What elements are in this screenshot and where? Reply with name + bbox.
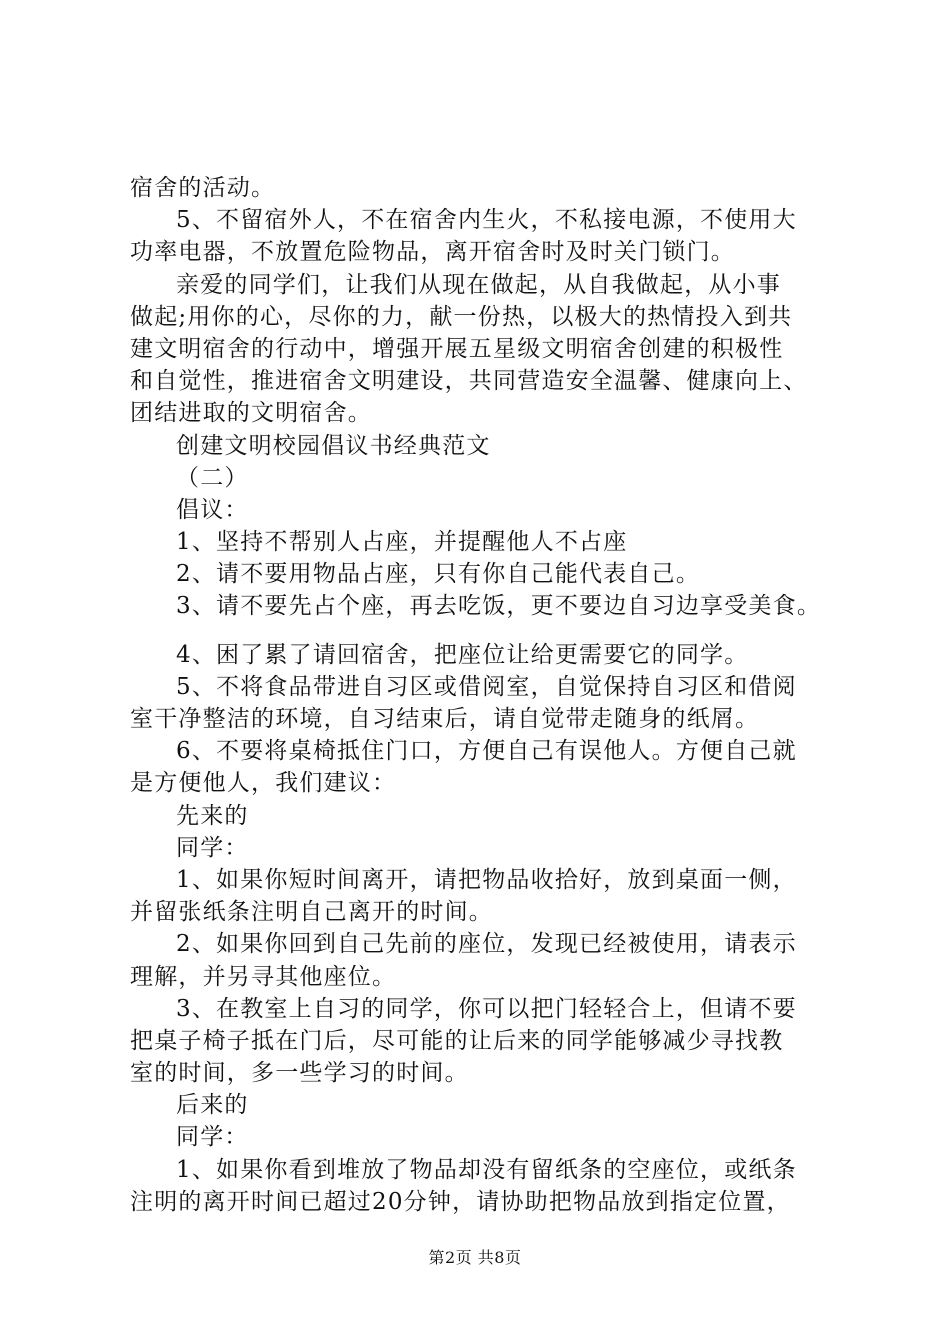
text-line: 同学： xyxy=(176,1124,249,1151)
text-line: 宿舍的活动。 xyxy=(130,175,276,201)
text-line: 注明的离开时间已超过20分钟，请协助把物品放到指定位置， xyxy=(130,1188,791,1215)
text-line: 同学： xyxy=(176,834,249,861)
text-line: 4、困了累了请回宿舍，把座位让给更需要它的同学。 xyxy=(176,641,749,668)
text-line: 并留张纸条注明自己离开的时间。 xyxy=(130,899,493,926)
text-line: 2、如果你回到自己先前的座位，发现已经被使用，请表示 xyxy=(176,931,797,958)
text-line: 1、坚持不帮别人占座，并提醒他人不占座 xyxy=(176,529,628,556)
text-line: 5、不留宿外人，不在宿舍内生火，不私接电源，不使用大 xyxy=(176,207,797,234)
paragraph-gap xyxy=(130,623,855,639)
text-line: 做起;用你的心，尽你的力，献一份热，以极大的热情投入到共 xyxy=(130,303,793,330)
text-line: 倡议： xyxy=(176,496,249,523)
text-line: 和自觉性，推进宿舍文明建设，共同营造安全温馨、健康向上、 xyxy=(130,368,808,395)
text-line: 室干净整洁的环境，自习结束后，请自觉带走随身的纸屑。 xyxy=(130,706,760,732)
text-line: 建文明宿舍的行动中，增强开展五星级文明宿舍创建的积极性 xyxy=(130,335,784,362)
text-line: 1、如果你看到堆放了物品却没有留纸条的空座位，或纸条 xyxy=(176,1156,797,1183)
text-line: 6、不要将桌椅抵住门口，方便自己有误他人。方便自己就 xyxy=(176,738,797,765)
text-line: 3、请不要先占个座，再去吃饭，更不要边自习边享受美食。 xyxy=(176,593,822,620)
text-line: 把桌子椅子抵在门后，尽可能的让后来的同学能够减少寻找教 xyxy=(130,1027,784,1054)
text-line: 团结进取的文明宿舍。 xyxy=(130,400,372,427)
text-line: 亲爱的同学们，让我们从现在做起，从自我做起，从小事 xyxy=(176,271,781,298)
text-line: 2、请不要用物品占座，只有你自己能代表自己。 xyxy=(176,561,701,588)
text-line: 5、不将食品带进自习区或借阅室，自觉保持自习区和借阅 xyxy=(176,673,797,700)
page-number-label: 第2页 共8页 xyxy=(428,1248,522,1267)
text-line: 后来的 xyxy=(176,1092,249,1119)
body-text xyxy=(130,172,855,1218)
text-line: 先来的 xyxy=(176,802,249,829)
text-line: 创建文明校园倡议书经典范文 xyxy=(176,432,491,459)
text-line: 1、如果你短时间离开，请把物品收拾好，放到桌面一侧， xyxy=(176,866,797,893)
text-line: 室的时间，多一些学习的时间。 xyxy=(130,1060,469,1087)
page-footer xyxy=(0,1248,950,1268)
text-line: 理解，并另寻其他座位。 xyxy=(130,963,397,990)
text-line: 功率电器，不放置危险物品，离开宿舍时及时关门锁门。 xyxy=(130,239,735,266)
text-line: 是方便他人，我们建议： xyxy=(130,770,397,797)
text-line: 3、在教室上自习的同学，你可以把门轻轻合上，但请不要 xyxy=(176,995,797,1022)
text-line: （二） xyxy=(176,464,249,491)
